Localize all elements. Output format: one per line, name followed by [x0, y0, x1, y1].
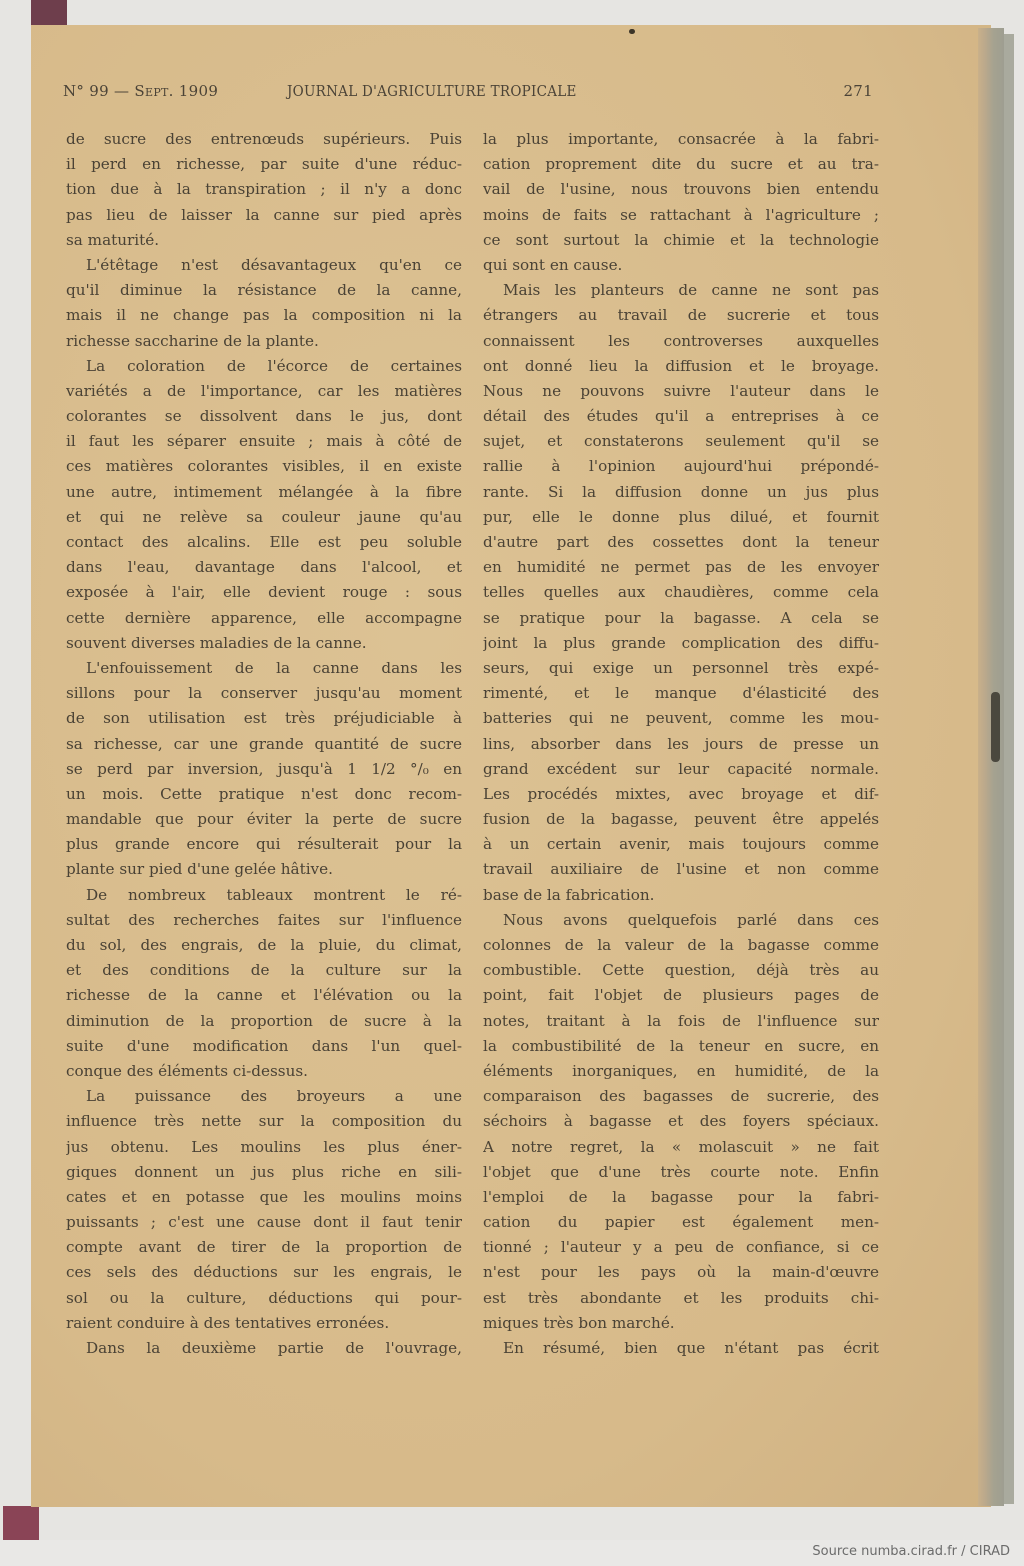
text-line: est très abondante et les produits chi-: [483, 1288, 879, 1307]
source-credit: Source numba.cirad.fr / CIRAD: [812, 1544, 1010, 1559]
page-edges-outer: [1004, 34, 1014, 1504]
text-line: cation du papier est également men-: [483, 1213, 879, 1232]
text-line: De nombreux tableaux montrent le ré-: [86, 885, 462, 904]
text-line: dans l'eau, davantage dans l'alcool, et: [66, 558, 462, 577]
text-line: joint la plus grande complication des diffu-: [483, 633, 879, 652]
text-line: mandable que pour éviter la perte de sucre: [66, 810, 462, 829]
text-line: Mais les planteurs de canne ne sont pas: [503, 281, 879, 300]
text-line: comparaison des bagasses de sucrerie, des: [483, 1087, 879, 1106]
text-line: Dans la deuxième partie de l'ouvrage,: [86, 1339, 462, 1357]
text-line: il perd en richesse, par suite d'une réduc-: [66, 155, 462, 174]
text-line: séchoirs à bagasse et des foyers spéciaux.: [483, 1112, 879, 1131]
text-line: fusion de la bagasse, peuvent être appelés: [483, 810, 879, 829]
text-line: conque des éléments ci-dessus.: [66, 1061, 309, 1080]
text-line: influence très nette sur la composition du: [66, 1112, 462, 1131]
text-line: grand excédent sur leur capacité normale.: [483, 759, 879, 778]
text-line: jus obtenu. Les moulins les plus éner-: [66, 1137, 462, 1156]
text-line: Nous avons quelquefois parlé dans ces: [503, 910, 879, 929]
journal-title: JOURNAL D'AGRICULTURE TROPICALE: [287, 82, 577, 100]
text-line: cette dernière apparence, elle accompagne: [66, 608, 462, 627]
text-line: pas lieu de laisser la canne sur pied après: [66, 205, 462, 224]
text-line: il faut les séparer ensuite ; mais à côté de: [66, 432, 462, 451]
text-line: l'emploi de la bagasse pour la fabri-: [483, 1187, 879, 1206]
text-line: se perd par inversion, jusqu'à 1 1/2 °/₀ en: [66, 759, 462, 778]
text-line: batteries qui ne peuvent, comme les mou-: [483, 709, 879, 728]
text-line: ce sont surtout la chimie et la technologie: [483, 230, 879, 249]
text-line: La puissance des broyeurs a une: [86, 1087, 462, 1106]
text-line: puissants ; c'est une cause dont il faut tenir: [66, 1213, 462, 1232]
text-line: et des conditions de la culture sur la: [66, 961, 462, 980]
book-cover-corner-bottom: [3, 1506, 39, 1540]
text-line: seurs, qui exige un personnel très expé-: [483, 658, 879, 677]
text-line: sultat des recherches faites sur l'influence: [66, 910, 462, 929]
text-line: qui sont en cause.: [483, 255, 623, 274]
text-line: sillons pour la conserver jusqu'au moment: [66, 684, 462, 703]
text-line: rimenté, et le manque d'élasticité des: [483, 684, 879, 703]
text-line: L'étêtage n'est désavantageux qu'en ce: [86, 255, 462, 274]
text-line: richesse saccharine de la plante.: [66, 331, 319, 350]
text-line: L'enfouissement de la canne dans les: [86, 658, 462, 677]
text-line: giques donnent un jus plus riche en sili-: [66, 1162, 462, 1181]
text-line: rallie à l'opinion aujourd'hui prépondé-: [483, 457, 879, 476]
text-line: point, fait l'objet de plusieurs pages de: [483, 986, 879, 1005]
text-line: n'est pour les pays où la main-d'œuvre: [483, 1263, 879, 1282]
text-line: se pratique pour la bagasse. A cela se: [483, 608, 879, 627]
text-line: sa richesse, car une grande quantité de sucre: [66, 734, 462, 753]
text-line: En résumé, bien que n'étant pas écrit: [503, 1339, 879, 1357]
text-line: la plus importante, consacrée à la fabri-: [483, 130, 879, 148]
text-line: sol ou la culture, déductions qui pour-: [66, 1288, 462, 1307]
text-line: raient conduire à des tentatives erronées.: [66, 1313, 390, 1332]
text-line: qu'il diminue la résistance de la canne,: [66, 281, 462, 300]
page-edges: [978, 28, 1004, 1506]
text-line: rante. Si la diffusion donne un jus plus: [483, 482, 879, 501]
text-line: de sucre des entrenœuds supérieurs. Puis: [66, 130, 462, 148]
text-line: et qui ne relève sa couleur jaune qu'au: [66, 507, 462, 526]
text-line: pur, elle le donne plus dilué, et fournit: [483, 507, 879, 526]
text-column-right: [483, 127, 879, 1361]
text-line: du sol, des engrais, de la pluie, du climat,: [66, 936, 462, 954]
text-line: souvent diverses maladies de la canne.: [66, 633, 367, 652]
text-line: un mois. Cette pratique n'est donc recom-: [66, 784, 462, 803]
text-line: vail de l'usine, nous trouvons bien entendu: [483, 180, 879, 199]
text-line: de son utilisation est très préjudiciable à: [66, 709, 462, 728]
text-line: variétés a de l'importance, car les matières: [66, 381, 462, 400]
text-line: détail des études qu'il a entreprises à ce: [483, 407, 879, 426]
text-line: sujet, et constaterons seulement qu'il se: [483, 432, 879, 451]
text-line: suite d'une modification dans l'un quel-: [66, 1036, 462, 1055]
text-line: à un certain avenir, mais toujours comme: [483, 835, 879, 854]
text-line: lins, absorber dans les jours de presse un: [483, 734, 879, 753]
text-line: A notre regret, la « molascuit » ne fait: [483, 1137, 879, 1156]
text-line: contact des alcalins. Elle est peu soluble: [66, 533, 462, 551]
text-line: en humidité ne permet pas de les envoyer: [483, 558, 879, 577]
text-line: plante sur pied d'une gelée hâtive.: [66, 860, 333, 879]
text-line: La coloration de l'écorce de certaines: [86, 356, 462, 375]
text-line: cates et en potasse que les moulins moins: [66, 1187, 462, 1206]
text-line: connaissent les controverses auxquelles: [483, 331, 879, 350]
text-line: telles quelles aux chaudières, comme cela: [483, 583, 879, 602]
text-line: plus grande encore qui résulterait pour la: [66, 835, 462, 854]
text-column-left: [66, 127, 462, 1361]
text-line: mais il ne change pas la composition ni la: [66, 306, 462, 325]
text-line: Nous ne pouvons suivre l'auteur dans le: [483, 381, 879, 400]
running-header: [63, 82, 873, 106]
text-line: moins de faits se rattachant à l'agriculture ;: [483, 205, 879, 224]
text-line: ces sels des déductions sur les engrais, le: [66, 1263, 462, 1282]
text-line: combustible. Cette question, déjà très au: [483, 961, 879, 980]
text-line: colonnes de la valeur de la bagasse comme: [483, 936, 879, 954]
text-line: colorantes se dissolvent dans le jus, dont: [66, 407, 462, 426]
text-line: notes, traitant à la fois de l'influence sur: [483, 1011, 879, 1030]
text-line: compte avant de tirer de la proportion de: [66, 1238, 462, 1257]
text-line: l'objet que d'une très courte note. Enfin: [483, 1162, 879, 1181]
text-line: d'autre part des cossettes dont la teneur: [483, 533, 879, 551]
text-line: base de la fabrication.: [483, 885, 655, 904]
text-line: tion due à la transpiration ; il n'y a donc: [66, 180, 462, 199]
issue-label: N° 99 — Sept. 1909: [63, 82, 219, 100]
text-line: diminution de la proportion de sucre à la: [66, 1011, 462, 1030]
text-line: ont donné lieu la diffusion et le broyage.: [483, 356, 879, 375]
binding-mark: [991, 692, 1000, 762]
text-line: la combustibilité de la teneur en sucre, en: [483, 1036, 879, 1055]
text-line: travail auxiliaire de l'usine et non comme: [483, 860, 879, 879]
text-line: tionné ; l'auteur y a peu de confiance, si ce: [483, 1238, 879, 1257]
text-line: sa maturité.: [66, 230, 160, 249]
ink-spot: [629, 29, 635, 34]
page-number: 271: [843, 82, 873, 100]
text-line: ces matières colorantes visibles, il en existe: [66, 457, 462, 476]
text-line: une autre, intimement mélangée à la fibre: [66, 482, 462, 501]
text-line: Les procédés mixtes, avec broyage et dif-: [483, 784, 879, 803]
text-line: richesse de la canne et l'élévation ou la: [66, 986, 462, 1005]
book-cover-corner-top: [31, 0, 67, 25]
text-line: étrangers au travail de sucrerie et tous: [483, 306, 879, 325]
text-line: exposée à l'air, elle devient rouge : sous: [66, 583, 462, 602]
text-line: miques très bon marché.: [483, 1313, 675, 1332]
text-line: éléments inorganiques, en humidité, de la: [483, 1061, 879, 1080]
text-line: cation proprement dite du sucre et au tra-: [483, 155, 879, 174]
